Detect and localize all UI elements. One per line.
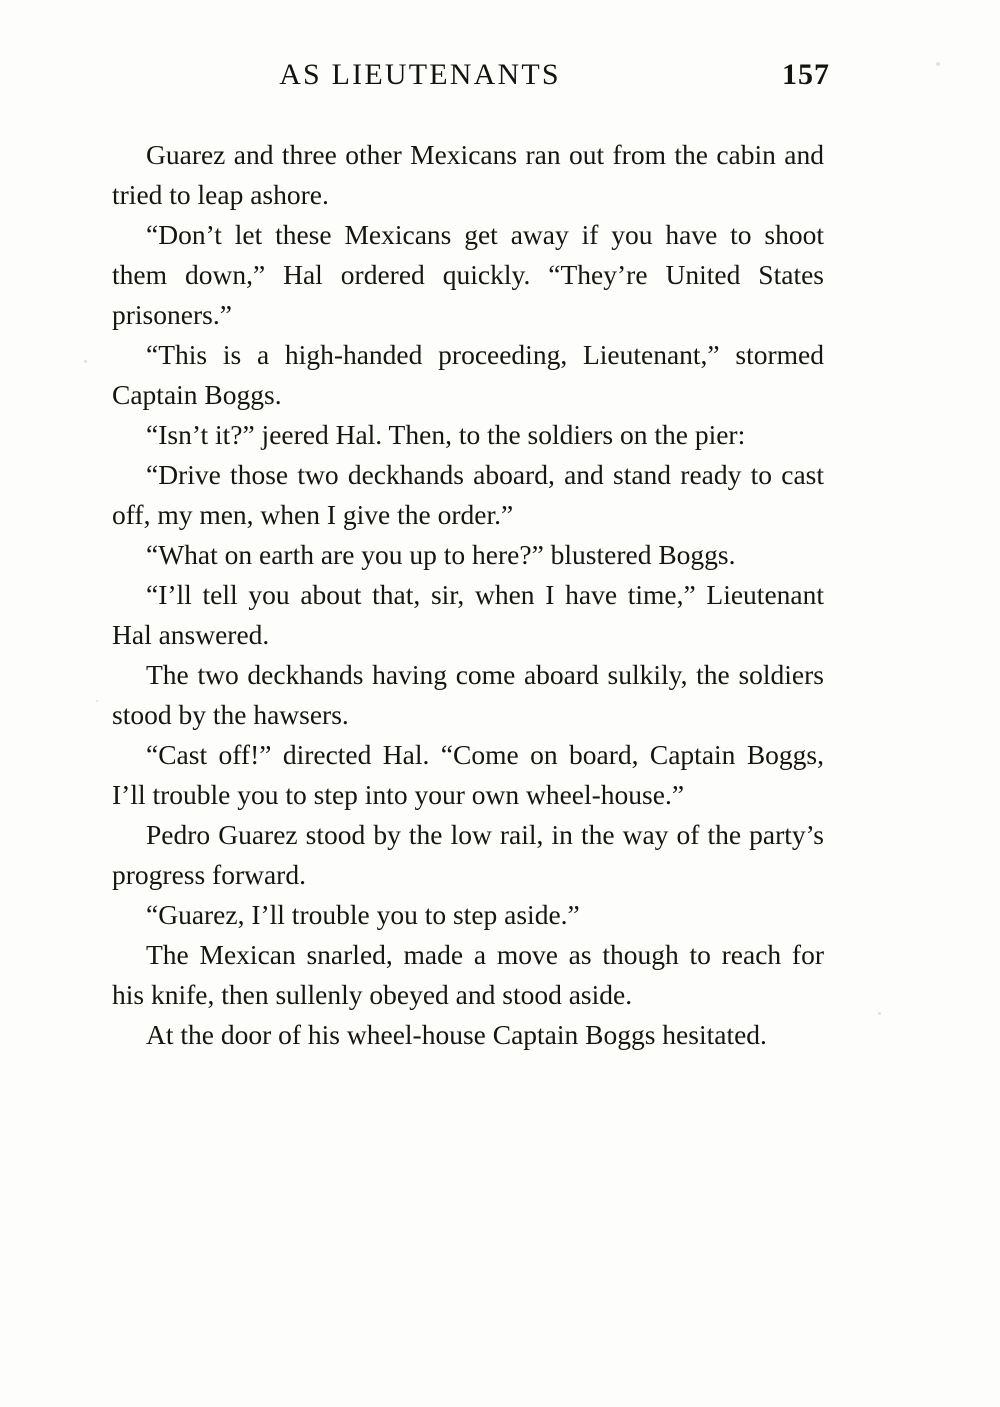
paragraph: “I’ll tell you about that, sir, when I have time,” Lieutenant Hal answered.	[112, 579, 824, 650]
paragraph: “This is a high-handed proceeding, Lieutenant,” stormed Captain Boggs.	[112, 339, 824, 410]
paragraph: At the door of his wheel-house Captain Boggs hesitated.	[146, 1019, 767, 1050]
paragraph: The Mexican snarled, made a move as though to reach for his knife, then sullenly obeyed and stood aside.	[112, 939, 824, 1010]
paragraph: “Cast off!” directed Hal. “Come on board, Captain Boggs, I’ll trouble you to step into your own wheel-house.”	[112, 739, 824, 810]
paragraph: “Guarez, I’ll trouble you to step aside.”	[146, 899, 580, 930]
running-head: AS LIEUTENANTS	[279, 58, 561, 91]
scan-speck	[878, 1012, 881, 1015]
page-body	[112, 135, 824, 1055]
paragraph: “Don’t let these Mexicans get away if you have to shoot them down,” Hal ordered quickly. “They’re United States prisoners.”	[112, 219, 824, 330]
paragraph: “Isn’t it?” jeered Hal. Then, to the soldiers on the pier:	[146, 419, 746, 450]
scan-speck	[96, 700, 98, 702]
scan-speck	[84, 360, 87, 363]
paragraph: Guarez and three other Mexicans ran out from the cabin and tried to leap ashore.	[112, 139, 824, 210]
paragraph: “Drive those two deckhands aboard, and stand ready to cast off, my men, when I give the order.”	[112, 459, 824, 530]
scan-speck	[936, 62, 940, 66]
paragraph: The two deckhands having come aboard sulkily, the soldiers stood by the hawsers.	[112, 659, 824, 730]
paragraph: “What on earth are you up to here?” blustered Boggs.	[146, 539, 736, 570]
page-number: 157	[782, 58, 830, 91]
paragraph: Pedro Guarez stood by the low rail, in the way of the party’s progress forward.	[112, 819, 824, 890]
page-header	[110, 58, 830, 102]
